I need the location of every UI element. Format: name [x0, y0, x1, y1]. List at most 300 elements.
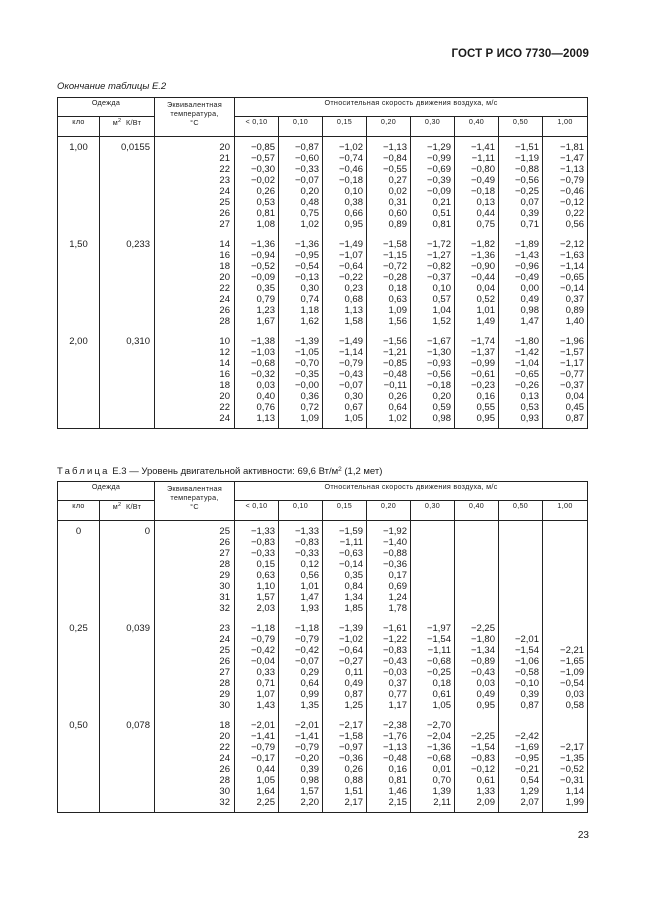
pmv-value: −1,61: [382, 623, 407, 634]
pmv-value: −0,14: [338, 559, 363, 570]
pmv-value: −0,37: [560, 380, 585, 391]
m2-sup: 2: [118, 502, 122, 508]
pmv-value: 0,20: [432, 391, 451, 402]
pmv-value: [455, 526, 495, 537]
temperature-value: 27: [219, 219, 230, 230]
temperature-cell: [155, 234, 235, 331]
pmv-column-cell: [543, 331, 588, 429]
pmv-value: 1,24: [388, 592, 407, 603]
pmv-value: 0,58: [565, 700, 585, 711]
pmv-value: 1,01: [300, 581, 319, 592]
pmv-value: 0,26: [256, 186, 275, 197]
pmv-column-cell: [411, 331, 455, 429]
temperature-value: 29: [219, 689, 230, 700]
pmv-value: 0,02: [388, 186, 407, 197]
temperature-value: 10: [219, 336, 230, 347]
pmv-value: 0,39: [520, 689, 539, 700]
pmv-value: 2,11: [433, 797, 451, 808]
clo-cell: [58, 618, 100, 715]
pmv-value: −0,43: [470, 667, 495, 678]
pmv-value: 1,23: [256, 305, 275, 316]
pmv-value: −2,70: [426, 720, 451, 731]
pmv-column-cell: [499, 137, 543, 235]
clo-header: кло: [58, 501, 100, 521]
pmv-value: −2,25: [470, 731, 495, 742]
speed-header: 0,10: [279, 117, 323, 137]
pmv-value: −0,36: [338, 753, 363, 764]
speed-header: 0,20: [367, 117, 411, 137]
temperature-value: 26: [219, 537, 230, 548]
pmv-column-cell: [279, 521, 323, 619]
pmv-value: −0,55: [382, 164, 407, 175]
pmv-value: −1,18: [250, 623, 275, 634]
eq-temp-unit: °С: [190, 502, 199, 511]
pmv-value: 2,09: [476, 797, 495, 808]
pmv-value: 0,64: [388, 402, 407, 413]
speed-header: 0,10: [279, 501, 323, 521]
pmv-value: −1,42: [514, 347, 539, 358]
pmv-value: −0,31: [560, 775, 585, 786]
pmv-column-cell: [411, 521, 455, 619]
pmv-value: −0,20: [294, 753, 319, 764]
pmv-column-cell: [279, 618, 323, 715]
eq-temp-line1: Эквивалентная: [166, 484, 223, 493]
pmv-value: 0,70: [432, 775, 451, 786]
pmv-value: 0,79: [256, 294, 275, 305]
pmv-column-cell: [323, 715, 367, 813]
pmv-value: [411, 603, 451, 614]
pmv-value: −1,07: [338, 250, 363, 261]
temperature-value: 29: [219, 570, 230, 581]
pmv-value: −0,04: [250, 656, 275, 667]
pmv-value: −0,89: [470, 656, 495, 667]
pmv-value: 1,40: [565, 316, 585, 327]
pmv-value: −1,13: [382, 142, 407, 153]
pmv-value: [543, 731, 584, 742]
pmv-value: −0,00: [294, 380, 319, 391]
clo-value: 0,25: [69, 623, 88, 634]
speed-header: 0,20: [367, 501, 411, 521]
temperature-value: 27: [219, 548, 230, 559]
pmv-value: −0,25: [514, 186, 539, 197]
pmv-value: 0,87: [520, 700, 539, 711]
pmv-value: 0,77: [388, 689, 407, 700]
pmv-value: −0,68: [426, 656, 451, 667]
pmv-value: 0,26: [388, 391, 407, 402]
caption-label: Таблица: [57, 466, 110, 477]
pmv-value: −1,36: [294, 239, 319, 250]
pmv-value: −0,23: [470, 380, 495, 391]
kw-label: К/Вт: [125, 502, 142, 511]
pmv-value: [543, 526, 584, 537]
pmv-value: 0,95: [476, 413, 495, 424]
page-number: 23: [577, 830, 589, 841]
pmv-value: −1,80: [514, 336, 539, 347]
pmv-value: [411, 581, 451, 592]
equivalent-temperature-header: [155, 482, 235, 521]
temperature-value: 16: [219, 369, 230, 380]
pmv-value: −0,58: [514, 667, 539, 678]
pmv-value: [499, 537, 539, 548]
pmv-value: [499, 548, 539, 559]
temperature-value: 22: [219, 742, 230, 753]
m2kw-cell: [100, 618, 155, 715]
temperature-value: 20: [219, 142, 230, 153]
pmv-value: 0,15: [256, 559, 275, 570]
pmv-value: −1,96: [560, 336, 585, 347]
pmv-value: −0,12: [560, 197, 585, 208]
m2kw-value: 0,078: [126, 720, 150, 731]
pmv-value: 1,35: [300, 700, 319, 711]
pmv-column-cell: [499, 618, 543, 715]
pmv-value: 1,09: [388, 305, 407, 316]
pmv-value: −1,29: [426, 142, 451, 153]
pmv-value: 0,53: [520, 402, 539, 413]
temperature-value: 26: [219, 208, 230, 219]
pmv-value: 0,27: [388, 175, 407, 186]
temperature-value: 30: [219, 581, 230, 592]
clo-value: 1,50: [69, 239, 88, 250]
pmv-value: 1,52: [432, 316, 451, 327]
pmv-value: 0,13: [520, 391, 539, 402]
pmv-value: −0,83: [470, 753, 495, 764]
pmv-value: 0,11: [345, 667, 363, 678]
temperature-value: 32: [219, 603, 230, 614]
pmv-value: −0,48: [382, 369, 407, 380]
pmv-value: [543, 581, 584, 592]
pmv-value: [543, 570, 584, 581]
pmv-value: −2,01: [250, 720, 275, 731]
temperature-value: 18: [219, 261, 230, 272]
pmv-value: −0,11: [383, 380, 407, 391]
temperature-value: 21: [219, 153, 230, 164]
pmv-value: 0,16: [388, 764, 407, 775]
pmv-value: [543, 720, 584, 731]
pmv-value: [455, 720, 495, 731]
pmv-value: −1,19: [514, 153, 539, 164]
pmv-value: −0,60: [294, 153, 319, 164]
eq-temp-line2: температура,: [170, 493, 219, 502]
pmv-value: 0,81: [256, 208, 275, 219]
pmv-value: [411, 537, 451, 548]
pmv-value: 1,04: [432, 305, 451, 316]
pmv-value: −0,64: [338, 645, 363, 656]
pmv-value: 0,38: [344, 197, 363, 208]
pmv-value: [499, 581, 539, 592]
pmv-value: −0,54: [294, 261, 319, 272]
pmv-value: [455, 559, 495, 570]
pmv-value: −0,18: [470, 186, 495, 197]
pmv-value: −1,54: [470, 742, 495, 753]
pmv-value: 0,49: [520, 294, 539, 305]
pmv-value: −0,21: [514, 764, 539, 775]
speed-header: 0,50: [499, 501, 543, 521]
pmv-value: −0,61: [470, 369, 495, 380]
pmv-value: 0,03: [565, 689, 585, 700]
table-e3: [57, 481, 588, 813]
pmv-value: −0,43: [338, 369, 363, 380]
pmv-value: 0,61: [476, 775, 495, 786]
speed-header: 0,15: [323, 501, 367, 521]
pmv-value: [455, 592, 495, 603]
temperature-value: 14: [219, 239, 230, 250]
pmv-value: 0,98: [520, 305, 539, 316]
pmv-value: −1,13: [560, 164, 585, 175]
pmv-column-cell: [323, 137, 367, 235]
pmv-value: −1,14: [338, 347, 363, 358]
pmv-value: 0,55: [476, 402, 495, 413]
pmv-value: −0,03: [382, 667, 407, 678]
pmv-value: −1,58: [338, 731, 363, 742]
pmv-value: −1,58: [382, 239, 407, 250]
pmv-value: 0,31: [388, 197, 407, 208]
pmv-value: 1,47: [300, 592, 319, 603]
m2kw-header: [100, 117, 155, 137]
pmv-value: −1,57: [560, 347, 585, 358]
pmv-value: −0,88: [514, 164, 539, 175]
pmv-value: [499, 623, 539, 634]
pmv-column-cell: [455, 715, 499, 813]
pmv-value: [411, 592, 451, 603]
pmv-value: −0,07: [294, 175, 319, 186]
pmv-value: 0,37: [388, 678, 407, 689]
temperature-value: 24: [219, 294, 230, 305]
temperature-value: 20: [219, 391, 230, 402]
pmv-value: 1,39: [432, 786, 451, 797]
pmv-value: 1,43: [256, 700, 275, 711]
pmv-value: 0,72: [300, 402, 319, 413]
pmv-value: −1,15: [382, 250, 407, 261]
pmv-value: −1,41: [470, 142, 495, 153]
pmv-column-cell: [411, 715, 455, 813]
pmv-value: 0,36: [300, 391, 319, 402]
pmv-column-cell: [499, 234, 543, 331]
pmv-value: −1,06: [514, 656, 539, 667]
pmv-value: −1,59: [338, 526, 363, 537]
pmv-column-cell: [367, 618, 411, 715]
pmv-value: −0,74: [338, 153, 363, 164]
pmv-value: 0,10: [344, 186, 363, 197]
pmv-value: −0,77: [560, 369, 585, 380]
pmv-value: 2,17: [344, 797, 363, 808]
pmv-value: 1,46: [388, 786, 407, 797]
pmv-column-cell: [235, 715, 279, 813]
pmv-value: −1,04: [514, 358, 539, 369]
pmv-value: 0,12: [300, 559, 319, 570]
pmv-value: 1,02: [388, 413, 407, 424]
temperature-value: 20: [219, 731, 230, 742]
temperature-value: 16: [219, 250, 230, 261]
pmv-value: −1,74: [470, 336, 495, 347]
pmv-value: −1,36: [250, 239, 275, 250]
pmv-column-cell: [323, 331, 367, 429]
pmv-value: 2,15: [388, 797, 407, 808]
pmv-column-cell: [543, 521, 588, 619]
m2-sup: 2: [118, 118, 122, 124]
pmv-value: 0,17: [388, 570, 407, 581]
caption-sup: 2: [338, 466, 342, 473]
pmv-value: 2,20: [300, 797, 319, 808]
pmv-column-cell: [499, 715, 543, 813]
pmv-value: −0,09: [250, 272, 275, 283]
temperature-value: 20: [219, 272, 230, 283]
pmv-value: 0,84: [344, 581, 363, 592]
pmv-value: −0,99: [426, 153, 451, 164]
pmv-column-cell: [367, 137, 411, 235]
pmv-value: [455, 537, 495, 548]
m2kw-value: 0: [144, 526, 150, 537]
pmv-value: −0,18: [338, 175, 363, 186]
pmv-value: −0,79: [294, 634, 319, 645]
temperature-value: 27: [219, 667, 230, 678]
pmv-value: −2,01: [294, 720, 319, 731]
pmv-column-cell: [323, 618, 367, 715]
pmv-value: 1,56: [388, 316, 407, 327]
pmv-value: −0,56: [426, 369, 451, 380]
pmv-value: 1,09: [300, 413, 319, 424]
table-row-group: [58, 331, 588, 429]
pmv-value: −0,56: [514, 175, 539, 186]
pmv-value: −1,49: [338, 239, 363, 250]
speed-header: < 0,10: [235, 117, 279, 137]
pmv-value: −1,03: [250, 347, 275, 358]
pmv-column-cell: [455, 137, 499, 235]
temperature-value: 23: [219, 175, 230, 186]
pmv-value: −1,47: [560, 153, 585, 164]
caption-text: Е.3 — Уровень двигательной активности: 69,6 Вт/м: [109, 466, 339, 477]
pmv-value: −0,09: [426, 186, 451, 197]
pmv-value: 1,13: [344, 305, 363, 316]
temperature-value: 24: [219, 413, 230, 424]
pmv-value: −1,67: [426, 336, 451, 347]
pmv-column-cell: [235, 521, 279, 619]
pmv-value: −2,17: [338, 720, 363, 731]
clo-value: 1,00: [69, 142, 88, 153]
temperature-cell: [155, 137, 235, 235]
temperature-value: 25: [219, 645, 230, 656]
pmv-value: −1,38: [250, 336, 275, 347]
pmv-value: −1,27: [426, 250, 451, 261]
pmv-value: −0,25: [426, 667, 451, 678]
pmv-column-cell: [279, 234, 323, 331]
pmv-value: −0,82: [426, 261, 451, 272]
pmv-value: 1,34: [344, 592, 363, 603]
pmv-value: [411, 570, 451, 581]
pmv-value: 0,95: [344, 219, 363, 230]
pmv-value: −2,17: [560, 742, 585, 753]
pmv-value: 0,18: [388, 283, 407, 294]
pmv-value: [499, 720, 539, 731]
pmv-value: [499, 526, 539, 537]
pmv-value: 0,75: [300, 208, 319, 219]
pmv-value: 0,54: [520, 775, 539, 786]
pmv-value: 0,56: [565, 219, 585, 230]
pmv-value: 0,71: [256, 678, 275, 689]
pmv-column-cell: [455, 331, 499, 429]
pmv-value: 0,81: [432, 219, 451, 230]
pmv-value: −0,43: [382, 656, 407, 667]
pmv-value: 1,14: [565, 786, 585, 797]
pmv-value: [411, 526, 451, 537]
pmv-value: [543, 592, 584, 603]
temperature-value: 28: [219, 559, 230, 570]
clo-cell: [58, 715, 100, 813]
pmv-value: −0,12: [470, 764, 495, 775]
pmv-value: 0,29: [300, 667, 319, 678]
pmv-value: −0,95: [294, 250, 319, 261]
temperature-value: 22: [219, 164, 230, 175]
pmv-value: −2,42: [514, 731, 539, 742]
pmv-value: 0,53: [256, 197, 275, 208]
pmv-value: −0,33: [294, 548, 319, 559]
pmv-value: 0,59: [432, 402, 451, 413]
pmv-value: [543, 548, 584, 559]
clo-cell: [58, 234, 100, 331]
pmv-value: [543, 537, 584, 548]
pmv-value: 0,67: [344, 402, 363, 413]
pmv-value: −2,01: [514, 634, 539, 645]
pmv-value: [455, 570, 495, 581]
pmv-value: −1,49: [338, 336, 363, 347]
m2kw-cell: [100, 137, 155, 235]
pmv-value: −0,17: [250, 753, 275, 764]
pmv-value: 0,16: [476, 391, 495, 402]
clothing-header: Одежда: [58, 482, 155, 501]
m2-label: м: [112, 502, 119, 511]
m2kw-value: 0,0155: [120, 142, 150, 153]
pmv-value: −0,93: [426, 358, 451, 369]
pmv-value: −0,87: [294, 142, 319, 153]
temperature-value: 26: [219, 764, 230, 775]
pmv-value: 1,93: [300, 603, 319, 614]
temperature-value: 18: [219, 720, 230, 731]
pmv-value: −1,36: [470, 250, 495, 261]
pmv-value: 0,44: [256, 764, 275, 775]
pmv-value: −1,63: [560, 250, 585, 261]
pmv-column-cell: [235, 618, 279, 715]
clo-value: 0: [75, 526, 82, 537]
pmv-value: [455, 548, 495, 559]
temperature-value: 26: [219, 656, 230, 667]
pmv-column-cell: [411, 137, 455, 235]
pmv-value: 1,02: [300, 219, 319, 230]
pmv-value: −2,04: [426, 731, 451, 742]
temperature-cell: [155, 618, 235, 715]
pmv-value: 0,22: [565, 208, 585, 219]
pmv-value: 0,44: [476, 208, 495, 219]
clo-cell: [58, 137, 100, 235]
pmv-value: 0,39: [520, 208, 539, 219]
pmv-value: 1,57: [256, 592, 275, 603]
m2kw-cell: [100, 715, 155, 813]
pmv-value: 1,01: [476, 305, 495, 316]
pmv-value: 1,08: [256, 219, 275, 230]
pmv-value: −2,38: [382, 720, 407, 731]
speed-header: 0,50: [499, 117, 543, 137]
table-body: [58, 521, 588, 813]
pmv-column-cell: [367, 331, 411, 429]
pmv-value: −0,39: [426, 175, 451, 186]
temperature-value: 28: [219, 316, 230, 327]
pmv-value: [499, 559, 539, 570]
pmv-value: 1,67: [256, 316, 275, 327]
pmv-value: 1,51: [344, 786, 363, 797]
temperature-value: 26: [219, 305, 230, 316]
pmv-column-cell: [367, 234, 411, 331]
pmv-value: −0,02: [250, 175, 275, 186]
pmv-value: 0,64: [300, 678, 319, 689]
temperature-cell: [155, 521, 235, 619]
